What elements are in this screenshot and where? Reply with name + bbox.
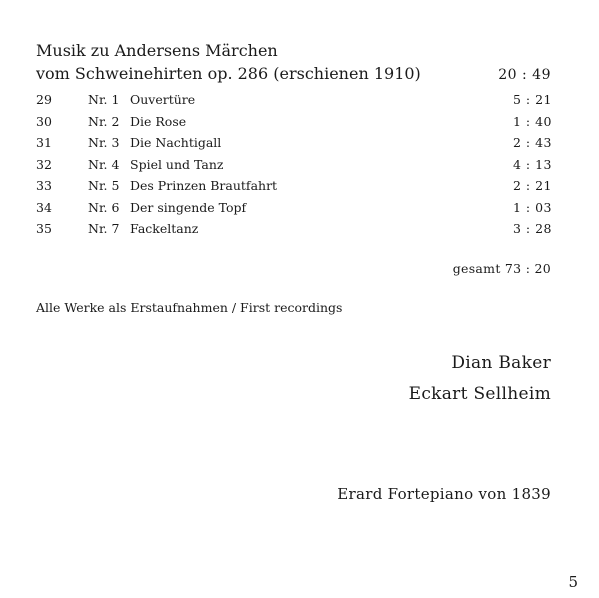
track-duration: 1 : 03 — [512, 199, 552, 215]
track-list — [36, 89, 552, 240]
track-row — [36, 218, 552, 240]
track-title: Des Prinzen Brautfahrt — [130, 178, 278, 193]
recordings-note: Alle Werke als Erstaufnahmen / First recordings — [36, 300, 343, 315]
track-title: Der singende Topf — [130, 199, 247, 215]
track-movement-number: Nr. 2 — [88, 113, 120, 129]
track-number: 30 — [36, 113, 52, 129]
work-total-duration: 20 : 49 — [498, 67, 551, 83]
performer-name: Dian Baker — [451, 353, 551, 373]
track-movement-number: Nr. 6 — [88, 199, 120, 215]
track-row — [36, 132, 552, 154]
track-row — [36, 154, 552, 176]
track-movement-number: Nr. 7 — [88, 221, 120, 236]
track-row — [36, 197, 552, 219]
track-number: 33 — [36, 178, 52, 193]
track-duration: 2 : 43 — [512, 135, 552, 150]
track-movement-number: Nr. 4 — [88, 156, 120, 172]
track-title: Die Nachtigall — [130, 135, 222, 150]
track-movement-number: Nr. 5 — [88, 178, 120, 193]
track-row — [36, 175, 552, 197]
work-title-line-1: Musik zu Andersens Märchen — [36, 41, 278, 60]
track-movement-number: Nr. 3 — [88, 135, 120, 150]
track-number: 29 — [36, 92, 52, 107]
track-number: 32 — [36, 156, 52, 172]
work-title-line-2: vom Schweinehirten op. 286 (erschienen 1910) — [36, 64, 421, 83]
track-duration: 1 : 40 — [512, 113, 552, 129]
track-movement-number: Nr. 1 — [88, 92, 120, 107]
track-number: 31 — [36, 135, 52, 150]
track-duration: 2 : 21 — [512, 178, 552, 193]
track-title: Spiel und Tanz — [130, 156, 224, 172]
track-duration: 3 : 28 — [512, 221, 552, 236]
track-row — [36, 89, 552, 111]
track-title: Die Rose — [130, 113, 187, 129]
instrument-credit: Erard Fortepiano von 1839 — [337, 485, 551, 503]
track-number: 35 — [36, 221, 52, 236]
track-row — [36, 111, 552, 133]
track-duration: 5 : 21 — [512, 92, 552, 107]
track-number: 34 — [36, 199, 52, 215]
performer-name: Eckart Sellheim — [408, 384, 551, 404]
track-title: Fackeltanz — [130, 221, 199, 236]
grand-total-duration: gesamt 73 : 20 — [452, 261, 551, 276]
page-number: 5 — [568, 573, 578, 591]
track-duration: 4 : 13 — [512, 156, 552, 172]
track-title: Ouvertüre — [130, 92, 196, 107]
